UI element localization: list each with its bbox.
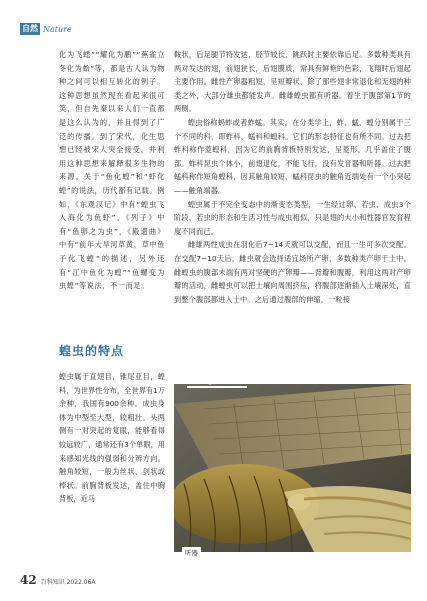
section-label: 自然 [22,24,38,33]
column-header [20,22,72,36]
page-footer [20,573,96,587]
right-paragraph-3: 蝗虫属于不完全变态中的渐变态类型，一生经过卵、若虫、成虫3个阶段，若虫的形态和生活习性与成虫相似，只是翅的大小和性器官发育程度不同而已。 [174,199,411,236]
grasshopper-photo [174,384,411,552]
right-column [174,48,411,306]
scale-bar [187,386,247,388]
publication-info: 百科知识 2022.06A [40,579,96,586]
right-paragraph-1: 鞍状，后足腿节特发达，胫节较长，跳跃时主要依靠后足。多数种类具有两对发达的翅，前翅狭长，后翅膜质，常具有鲜艳的色彩，飞翔时后翅起主要作用。雌性产卵器粗短，呈短瓣状，除了那些翅非常退化和无翅的种类之外，大部分雄虫都能发声。雌雄蝗虫都有听器，着生于腹部第1节的两侧。 [174,50,411,114]
scale-label: 5毫米 [202,379,218,386]
section-label-en: Nature [43,24,72,34]
section-title: 蝗虫的特点 [59,344,125,358]
left-paragraph-bottom: 蝗虫属于直翅目，锥尾亚目，蝗科，为世界性分布，全世界有1万余种，我国有900余种。成虫身体为中型至大型，较粗壮。头两侧有一对突起的复眼，能够看得较远较广，通常还有3个单眼，用来感知光线的强弱和分辨方向。触角较短，一般为丝状、剑状或棒状。前胸背板发达，盖住中胸背板，近马 [59,372,165,504]
right-paragraph-4: 雌雄两性成虫在羽化后7~14天就可以交配，而且一生可多次交配。在交配7~10天后，雌虫就会选择适宜场所产卵，多数种类产卵于土中。雌蝗虫的腹部末端有两对坚硬的产卵瓣——背瓣和腹瓣，利用这两对产卵瓣的活动，雌蝗虫可以把土壤向周围挤压，将腹部逐渐插入土壤深处，直到整个腹部都进入土中。之后通过腹部的伸缩，一粒接 [174,240,411,304]
page-number: 42 [20,573,37,587]
right-paragraph-2: 蝗虫俗称蚂蚱或者蚱蜢。其实，在分类学上，蚱、蜢、蝗分别属于三个不同的科，即蚱科、蜢科和蝗科。它们的形态特征也有所不同。过去把蚱科称作菱蝗科，因为它的前胸背板特别发达，呈菱形，几乎盖住了腹部。蚱科昆虫个体小，前翅退化，不能飞行，没有发音器和听器。过去把蜢科称作短角蝗科，因其触角较短，蜢科昆虫的触角近端处有一个小突起——触角端器。 [174,117,411,195]
photo-caption: 听器 [182,547,201,558]
left-column-bottom [59,370,165,506]
left-paragraph-top: 化为飞蟋”“耀化为鹏”“蕉雀立冬化为蛤”等，都是古人认为物种之间可以相互转化的例子。这种思想虽然现在看起来很可笑，但自先秦以来人们一直都是这么认为的，并且得到了广泛的传播。到了宋代，化生思想已经被宋人突全接受，并利用这种思想来解释很多生物的来源。关于“鱼化蝗”和“虾化蝗”的说法，历代都有记载。例如，《东观汉记》中有“蝗虫飞入海化为鱼虾”，《列子》中有“鱼卵之为虫”，《殿遗曲》中有“前年大旱河草黄，草中鱼子化飞蝗”的描述，另外还有“江中鱼化为蝗”“鱼螺变为虫蝗”等说法，不一而足。 [59,50,165,291]
left-column-top [59,48,165,293]
